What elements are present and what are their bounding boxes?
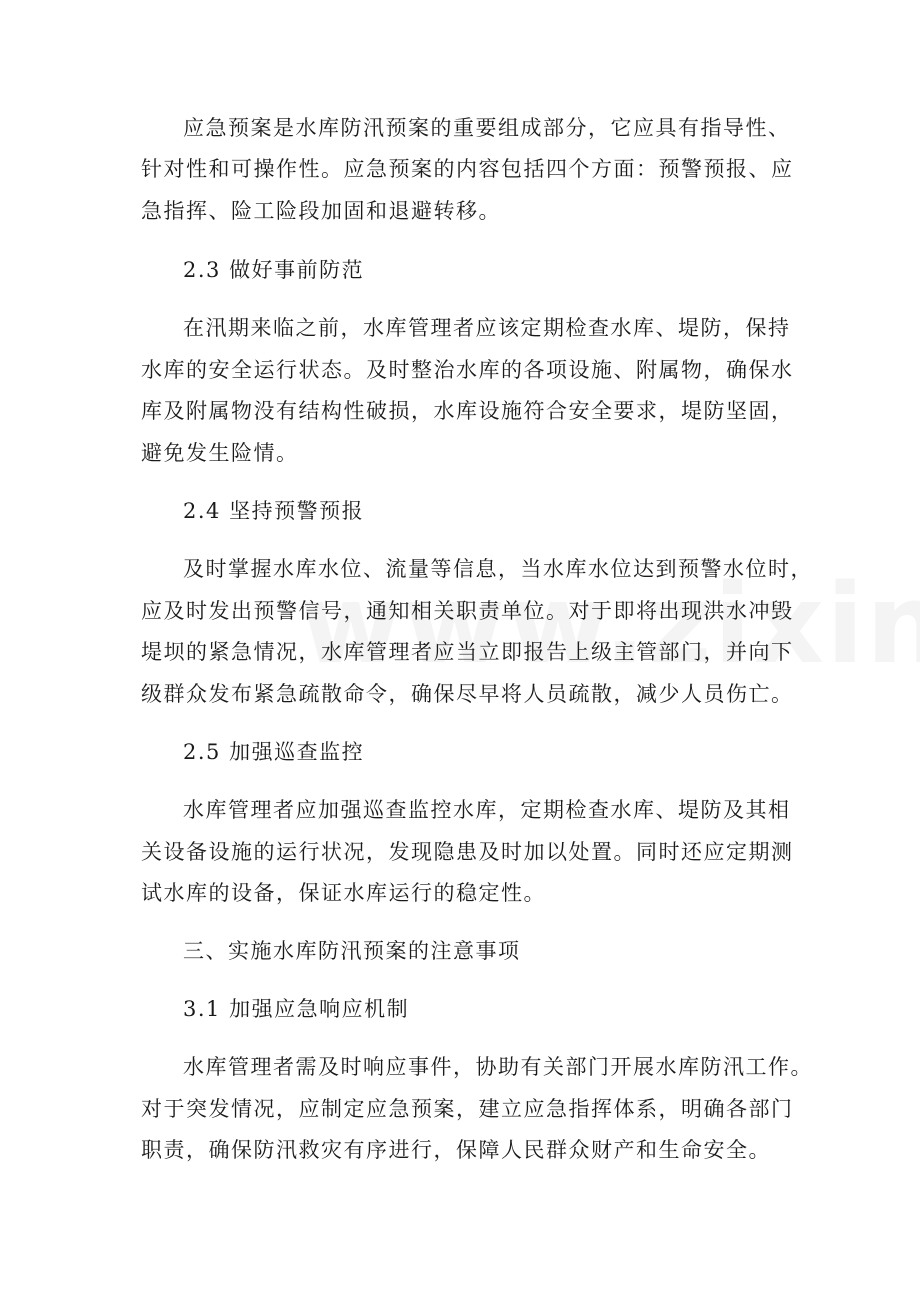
paragraph-1-line-2: 针对性和可操作性。应急预案的内容包括四个方面：预警预报、应 <box>141 157 794 181</box>
paragraph-3-line-4: 级群众发布紧急疏散命令，确保尽早将人员疏散，减少人员伤亡。 <box>141 682 794 706</box>
paragraph-3-line-2: 应及时发出预警信号，通知相关职责单位。对于即将出现洪水冲毁 <box>141 599 794 623</box>
paragraph-2-line-3: 库及附属物没有结构性破损，水库设施符合安全要求，堤防坚固， <box>141 399 794 423</box>
section-heading-2-4: 2.4 坚持预警预报 <box>183 499 365 523</box>
paragraph-1-line-1: 应急预案是水库防汛预案的重要组成部分，它应具有指导性、 <box>183 116 791 140</box>
section-heading-2-3: 2.3 做好事前防范 <box>183 258 365 282</box>
paragraph-2-line-4: 避免发生险情。 <box>141 441 299 465</box>
paragraph-2-line-2: 水库的安全运行状态。及时整治水库的各项设施、附属物，确保水 <box>141 358 794 382</box>
paragraph-4-line-2: 关设备设施的运行状况，发现隐患及时加以处置。同时还应定期测 <box>141 840 794 864</box>
paragraph-3-line-3: 堤坝的紧急情况，水库管理者应当立即报告上级主管部门，并向下 <box>141 640 794 664</box>
paragraph-2-line-1: 在汛期来临之前，水库管理者应该定期检查水库、堤防，保持 <box>183 316 791 340</box>
paragraph-1-line-3: 急指挥、险工险段加固和退避转移。 <box>141 199 501 223</box>
paragraph-5-line-3: 职责，确保防汛救灾有序进行，保障人民群众财产和生命安全。 <box>141 1138 771 1162</box>
section-heading-3-1: 3.1 加强应急响应机制 <box>183 997 410 1021</box>
paragraph-3-line-1: 及时掌握水库水位、流量等信息，当水库水位达到预警水位时， <box>183 557 813 581</box>
paragraph-5-line-1: 水库管理者需及时响应事件，协助有关部门开展水库防汛工作。 <box>183 1055 813 1079</box>
section-heading-3: 三、实施水库防汛预案的注意事项 <box>183 939 521 963</box>
paragraph-4-line-1: 水库管理者应加强巡查监控水库，定期检查水库、堤防及其相 <box>183 798 791 822</box>
paragraph-4-line-3: 试水库的设备，保证水库运行的稳定性。 <box>141 881 546 905</box>
paragraph-5-line-2: 对于突发情况，应制定应急预案，建立应急指挥体系，明确各部门 <box>141 1097 794 1121</box>
section-heading-2-5: 2.5 加强巡查监控 <box>183 740 365 764</box>
